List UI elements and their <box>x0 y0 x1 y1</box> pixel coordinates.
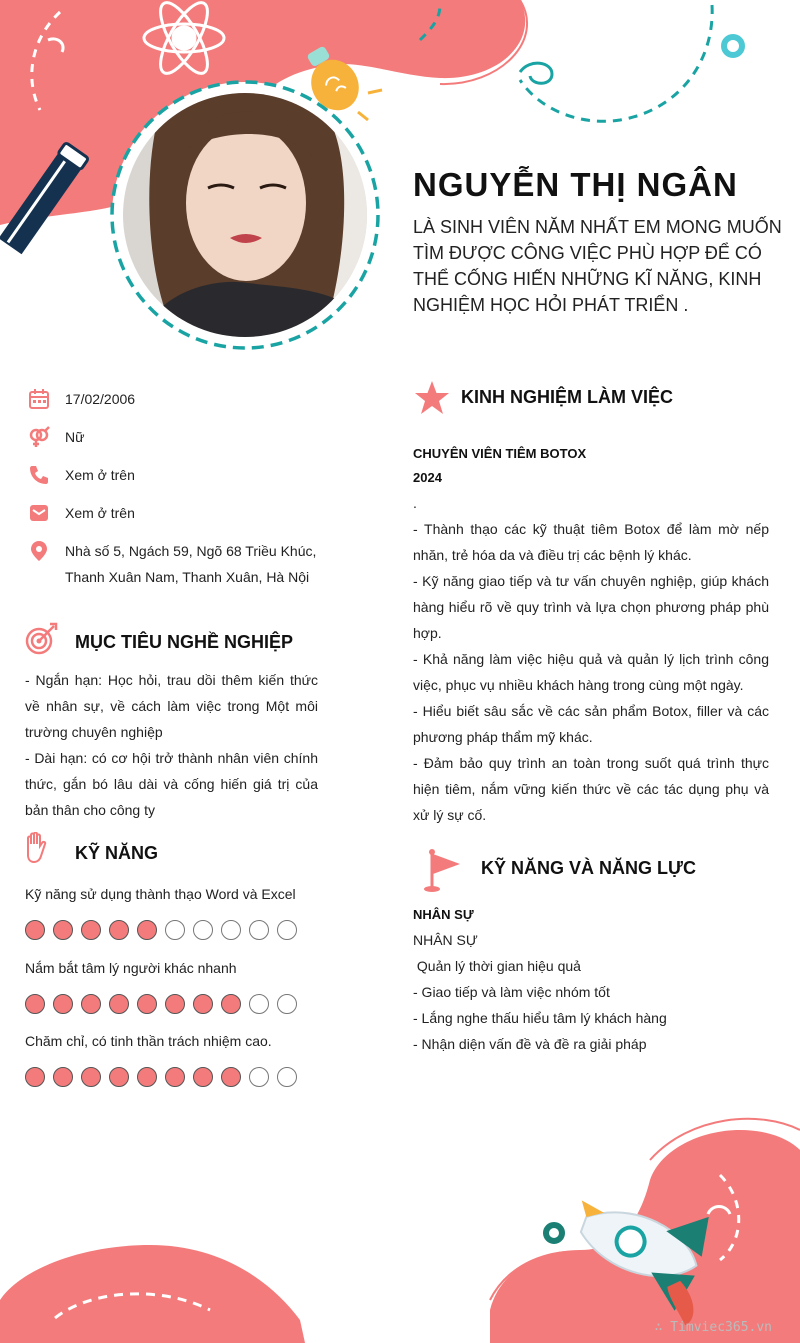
rating-dot-filled <box>137 1067 157 1087</box>
abilities-title: KỸ NĂNG VÀ NĂNG LỰC <box>481 858 696 878</box>
watermark: ∴ Timviec365.vn <box>654 1320 772 1335</box>
rating-dot-filled <box>25 920 45 940</box>
address-text <box>65 538 316 590</box>
rating-dot-filled <box>165 1067 185 1087</box>
job-dot: . <box>413 495 417 511</box>
rating-dot-filled <box>25 1067 45 1087</box>
rating-dot-filled <box>221 1067 241 1087</box>
job-position: CHUYÊN VIÊN TIÊM BOTOX <box>413 446 587 461</box>
rating-dot-filled <box>53 1067 73 1087</box>
experience-bullet: - Kỹ năng giao tiếp và tư vấn chuyên nghiệp, giúp khách hàng hiểu rõ về quy trình và lựa chọn phương pháp phù hợp. <box>413 573 769 641</box>
calendar-icon <box>28 388 50 410</box>
rating-dot-empty <box>249 920 269 940</box>
rating-dot-empty <box>277 1067 297 1087</box>
career-goal-body <box>25 667 318 823</box>
rating-dot-empty <box>277 994 297 1014</box>
rating-dot-filled <box>193 994 213 1014</box>
rating-dot-empty <box>249 1067 269 1087</box>
flag-icon <box>420 848 464 894</box>
rating-dot-filled <box>81 994 101 1014</box>
gender-text: Nữ <box>65 429 85 445</box>
ability-line: - Lắng nghe thấu hiểu tâm lý khách hàng <box>413 1010 667 1026</box>
rating-dot-filled <box>137 994 157 1014</box>
rating-dot-filled <box>221 994 241 1014</box>
rating-dot-filled <box>109 994 129 1014</box>
candidate-name: NGUYỄN THỊ NGÂN <box>413 166 738 203</box>
avatar <box>118 88 372 342</box>
experience-bullet: - Khả năng làm việc hiệu quả và quản lý lịch trình công việc, phục vụ nhiều khách hàng trong cùng một ngày. <box>413 651 769 693</box>
rating-dot-filled <box>53 994 73 1014</box>
raised-hand-icon <box>24 832 48 864</box>
contact-gender <box>28 426 84 450</box>
ability-line: Quản lý thời gian hiệu quả <box>413 958 581 974</box>
rating-dot-filled <box>193 1067 213 1087</box>
ability-line: NHÂN SỰ <box>413 932 478 948</box>
rating-dot-empty <box>249 994 269 1014</box>
gender-icon <box>28 426 50 448</box>
rating-dot-filled <box>25 994 45 1014</box>
birthday-text: 17/02/2006 <box>65 391 136 407</box>
rating-dot-empty <box>221 920 241 940</box>
rating-dot-filled <box>137 920 157 940</box>
rating-dot-filled <box>81 920 101 940</box>
rating-dot-empty <box>277 920 297 940</box>
location-pin-icon <box>28 540 50 562</box>
rating-dot-filled <box>53 920 73 940</box>
phone-text: Xem ở trên <box>65 467 135 483</box>
skill-label: Kỹ năng sử dụng thành thạo Word và Excel <box>25 886 296 902</box>
experience-bullets <box>413 516 769 828</box>
address-line-1: Nhà số 5, Ngách 59, Ngõ 68 Triều Khúc, <box>65 543 317 559</box>
experience-bullet: - Hiểu biết sâu sắc về các sản phẩm Botox, filler và các phương pháp thẩm mỹ khác. <box>413 703 769 745</box>
job-year: 2024 <box>413 470 442 485</box>
rating-dot-filled <box>165 994 185 1014</box>
rating-dot-filled <box>109 920 129 940</box>
rating-dot-empty <box>193 920 213 940</box>
watermark-text: Timviec365.vn <box>670 1320 772 1335</box>
ability-line: - Giao tiếp và làm việc nhóm tốt <box>413 984 610 1000</box>
phone-icon <box>28 464 50 486</box>
contact-phone <box>28 464 135 488</box>
ability-line: - Nhận diện vấn đề và đề ra giải pháp <box>413 1036 647 1052</box>
skill-label: Chăm chỉ, có tinh thần trách nhiệm cao. <box>25 1033 272 1049</box>
short-term-goal: - Ngắn hạn: Học hỏi, trau dồi thêm kiến thức về nhân sự, về cách làm việc trong Một môi trường chuyên nghiệp <box>25 672 318 740</box>
experience-bullet: - Thành thạo các kỹ thuật tiêm Botox để làm mờ nếp nhăn, trẻ hóa da và điều trị các bệnh lý khác. <box>413 521 769 563</box>
skill-label: Nắm bắt tâm lý người khác nhanh <box>25 960 237 976</box>
long-term-goal: - Dài hạn: có cơ hội trở thành nhân viên chính thức, gắn bó lâu dài và cống hiến giá trị của bản thân cho công ty <box>25 750 318 818</box>
contact-address <box>28 540 316 590</box>
experience-title: KINH NGHIỆM LÀM VIỆC <box>461 387 674 407</box>
abilities-list <box>413 927 667 1057</box>
skill-rating <box>25 1067 297 1087</box>
contact-birthday <box>28 388 135 412</box>
objective-text: LÀ SINH VIÊN NĂM NHẤT EM MONG MUỐN TÌM ĐƯỢC CÔNG VIỆC PHÙ HỢP ĐỂ CÓ THỂ CỐNG HIẾN NHỮNG KĨ NĂNG, KINH NGHIỆM HỌC HỎI PHÁT TRIỂN . <box>413 217 782 315</box>
target-icon <box>24 622 58 656</box>
abilities-heading: NHÂN SỰ <box>413 907 474 922</box>
star-icon <box>414 380 450 416</box>
rating-dot-empty <box>165 920 185 940</box>
skills-title: KỸ NĂNG <box>75 843 159 863</box>
email-icon <box>28 502 50 524</box>
career-goal-title: MỤC TIÊU NGHỀ NGHIỆP <box>75 632 294 652</box>
rating-dot-filled <box>109 1067 129 1087</box>
rating-dot-filled <box>81 1067 101 1087</box>
skill-rating <box>25 994 297 1014</box>
email-text: Xem ở trên <box>65 505 135 521</box>
experience-bullet: - Đảm bảo quy trình an toàn trong suốt quá trình thực hiện tiêm, nắm vững kiến thức về các tác dụng phụ và xử lý sự cố. <box>413 755 769 823</box>
address-line-2: Thanh Xuân Nam, Thanh Xuân, Hà Nội <box>65 569 310 585</box>
skill-rating <box>25 920 297 940</box>
contact-email <box>28 502 135 526</box>
